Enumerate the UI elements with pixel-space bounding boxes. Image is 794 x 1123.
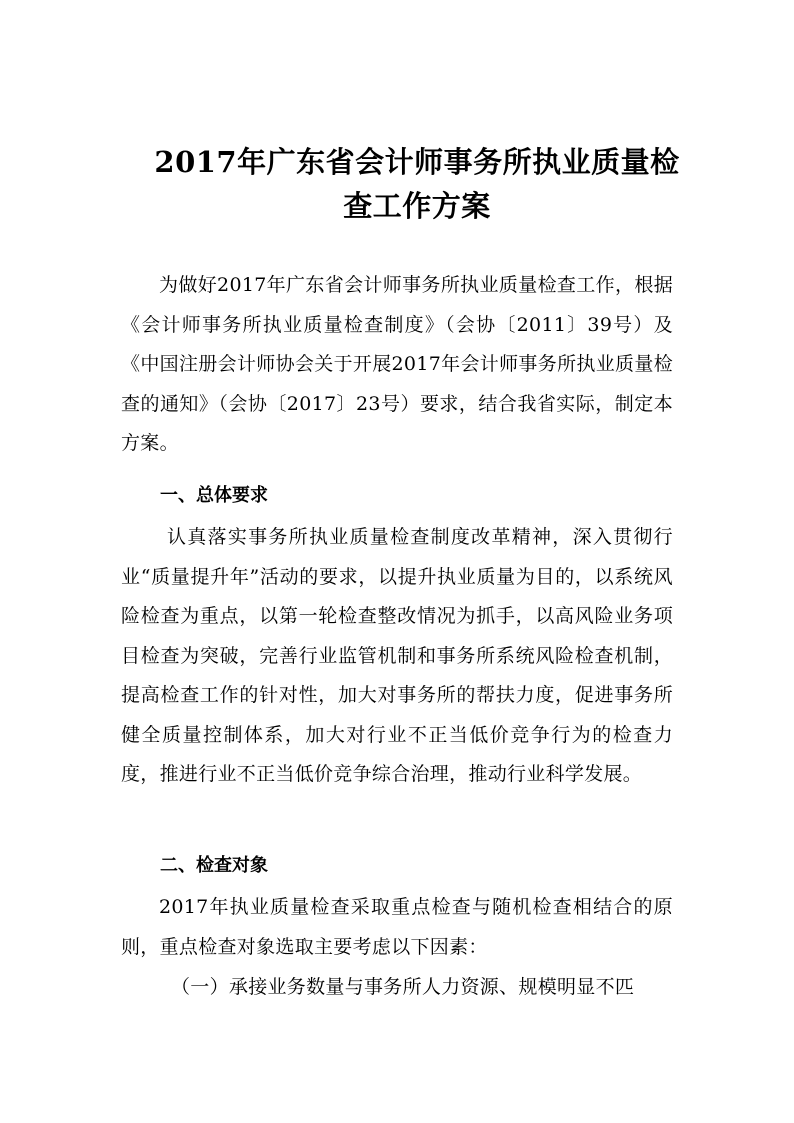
document-title-line-2: 查工作方案	[343, 189, 491, 223]
inspection-target-item-1: （一）承接业务数量与事务所人力资源、规模明显不匹	[171, 976, 635, 998]
inspection-targets-paragraph: 2017年执业质量检查采取重点检查与随机检查相结合的原则，重点检查对象选取主要考虑以下因素：	[121, 896, 673, 958]
document-title-line-1: 2017年广东省会计师事务所执业质量检	[154, 145, 680, 179]
section-heading-general-requirements: 一、总体要求	[160, 485, 268, 506]
general-requirements-paragraph: 认真落实事务所执业质量检查制度改革精神，深入贯彻行业“质量提升年”活动的要求，以提升执业质量为目的，以系统风险检查为重点，以第一轮检查整改情况为抓手，以高风险业务项目检查为突破，完善行业监管机制和事务所系统风险检查机制，提高检查工作的针对性，加大对事务所的帮扶力度，促进事务所健全质量控制体系，加大对行业不正当低价竞争行为的检查力度，推进行业不正当低价竞争综合治理，推动行业科学发展。	[121, 526, 673, 785]
intro-paragraph: 为做好2017年广东省会计师事务所执业质量检查工作，根据《会计师事务所执业质量检查制度》（会协〔2011〕39号）及《中国注册会计师协会关于开展2017年会计师事务所执业质量检查的通知》（会协〔2017〕23号）要求，结合我省实际，制定本方案。	[121, 274, 673, 454]
section-heading-inspection-targets: 二、检查对象	[160, 855, 268, 876]
